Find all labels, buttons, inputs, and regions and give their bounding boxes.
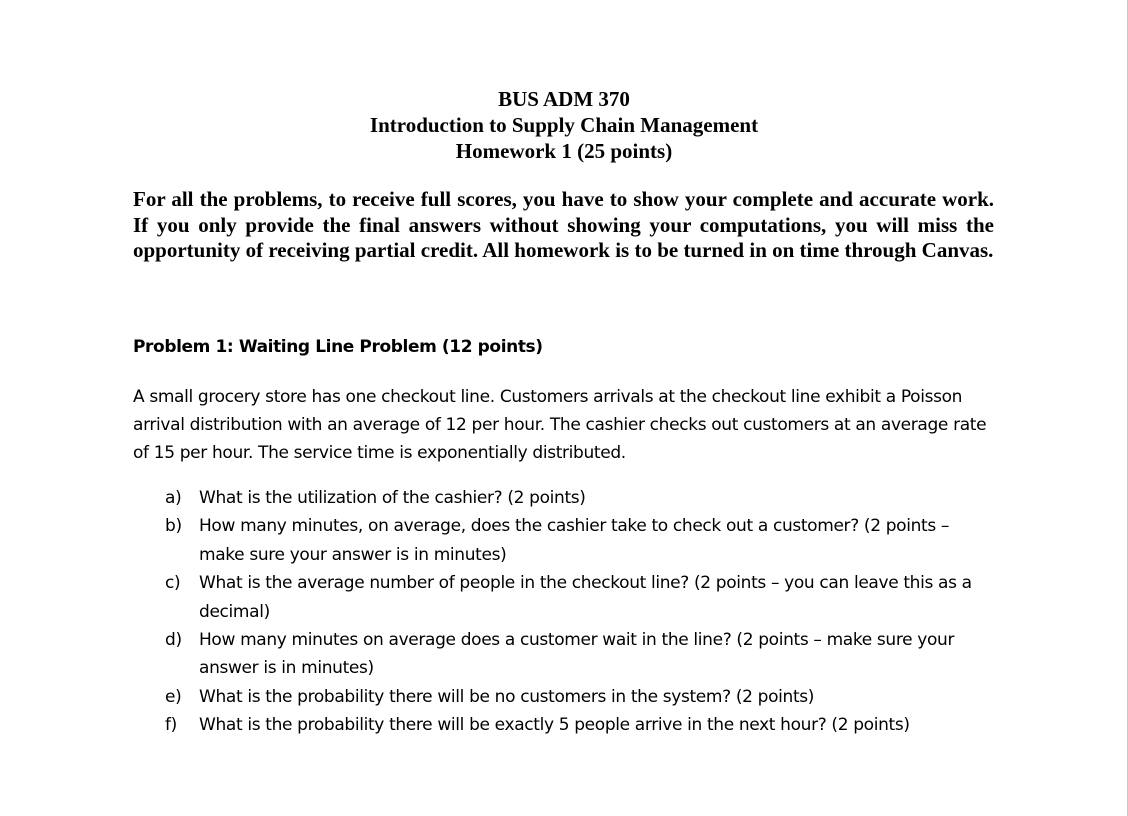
question-item (165, 512, 995, 569)
question-label: e) (165, 686, 182, 707)
question-label: f) (165, 715, 177, 736)
question-item (165, 683, 995, 711)
document-header (0, 86, 1128, 164)
question-text: What is the average number of people in the checkout line? (2 points – you can leave this as a decimal) (199, 573, 972, 622)
course-code: BUS ADM 370 (498, 87, 630, 111)
problem-heading: Problem 1: Waiting Line Problem (12 points) (133, 337, 543, 357)
question-text: How many minutes, on average, does the cashier take to check out a customer? (2 points – make sure your answer is in minutes) (199, 516, 950, 565)
question-text: What is the probability there will be no customers in the system? (2 points) (199, 686, 815, 707)
question-text: How many minutes on average does a customer wait in the line? (2 points – make sure your answer is in minutes) (199, 630, 955, 679)
question-list (165, 484, 995, 740)
question-item (165, 484, 995, 512)
question-label: b) (165, 516, 182, 537)
question-item (165, 711, 995, 739)
question-label: a) (165, 488, 182, 508)
assignment-title: Homework 1 (25 points) (455, 139, 673, 163)
problem-description: A small grocery store has one checkout line. Customers arrivals at the checkout line exhibit a Poisson arrival distribution with an average of 12 per hour. The cashier checks out customers at an average rate of 15 per hour. The service time is exponentially distributed. (133, 387, 987, 463)
instructions-paragraph: For all the problems, to receive full scores, you have to show your complete and accurate work. If you only provide the final answers without showing your computations, you will miss the opportunity of receiving partial credit. All homework is to be turned in on time through Canvas. (133, 187, 994, 262)
question-item (165, 569, 995, 626)
question-item (165, 626, 995, 683)
course-title: Introduction to Supply Chain Management (369, 113, 759, 137)
question-label: c) (165, 573, 181, 594)
question-text: What is the probability there will be exactly 5 people arrive in the next hour? (2 points) (199, 715, 910, 736)
question-label: d) (165, 630, 182, 651)
question-text: What is the utilization of the cashier? (2 points) (199, 488, 586, 508)
